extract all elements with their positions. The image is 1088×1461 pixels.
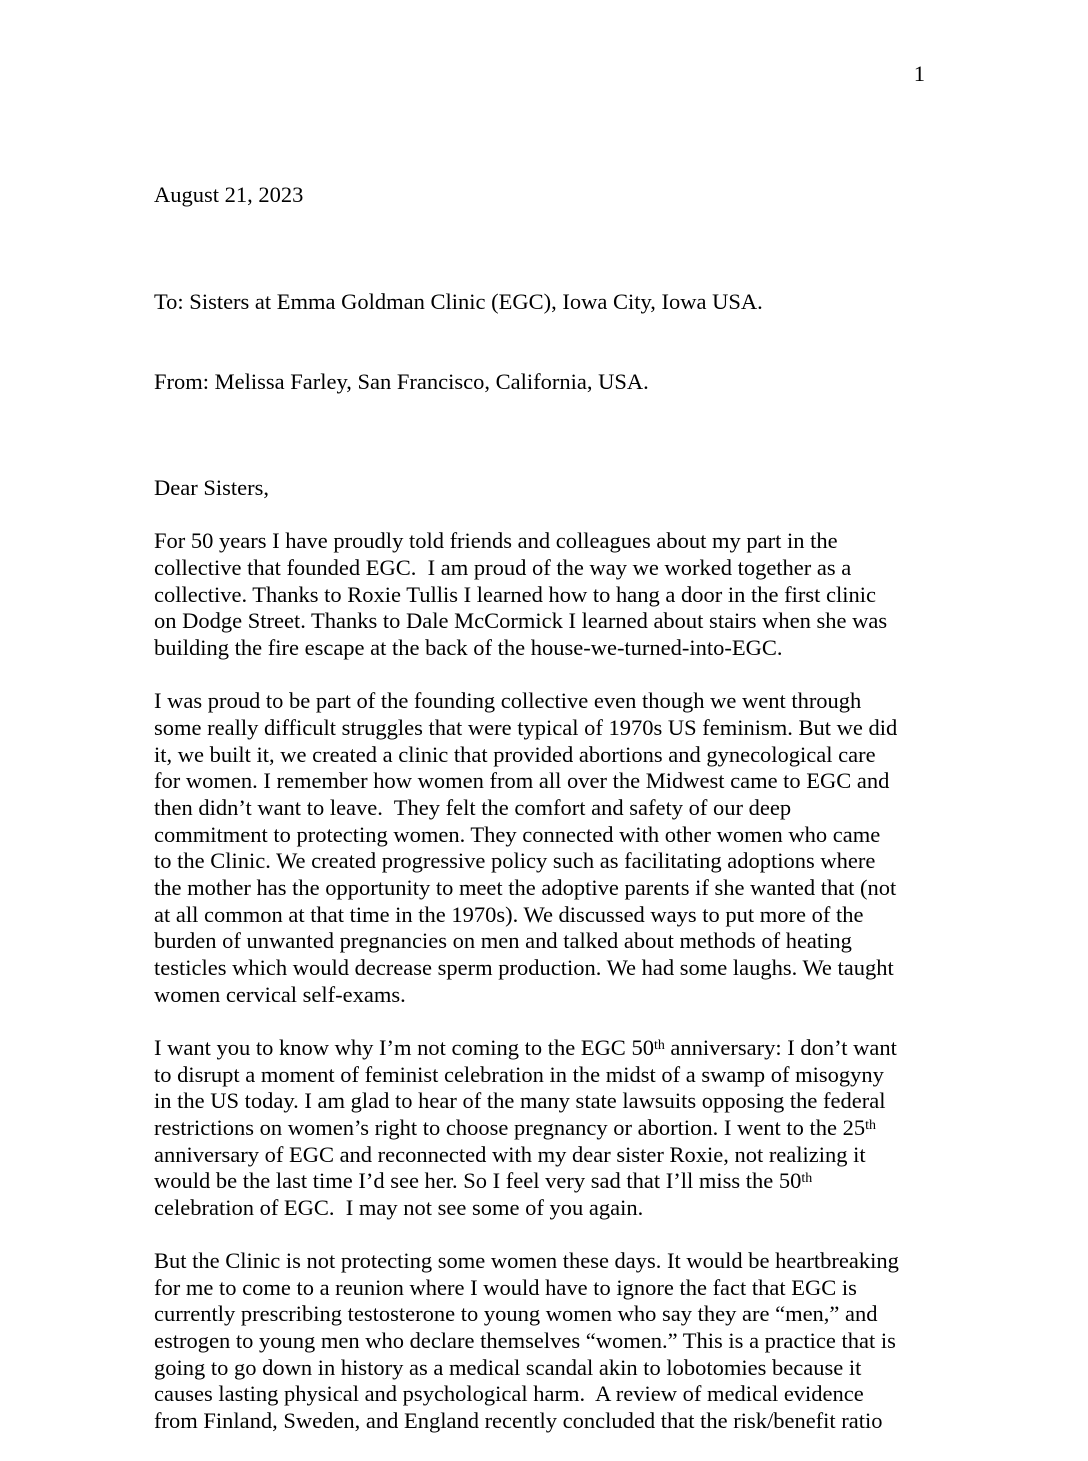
paragraph-line: celebration of EGC. I may not see some of you again. xyxy=(154,1194,644,1220)
paragraph-line: building the fire escape at the back of the house-we-turned-into-EGC. xyxy=(154,635,783,661)
letter-paragraph xyxy=(154,688,954,1008)
paragraph-line: But the Clinic is not protecting some women these days. It would be heartbreaking xyxy=(154,1248,899,1274)
date-line: August 21, 2023 xyxy=(154,182,304,207)
paragraph-line: currently prescribing testosterone to young women who say they are “men,” and xyxy=(154,1301,878,1327)
paragraph-line: in the US today. I am glad to hear of the many state lawsuits opposing the federal xyxy=(154,1088,886,1114)
paragraph-line: collective. Thanks to Roxie Tullis I learned how to hang a door in the first clinic xyxy=(154,581,876,607)
paragraph-line: causes lasting physical and psychological harm. A review of medical evidence xyxy=(154,1381,864,1407)
paragraph-line: on Dodge Street. Thanks to Dale McCormick I learned about stairs when she was xyxy=(154,608,888,634)
page-number: 1 xyxy=(913,61,925,86)
from-line: From: Melissa Farley, San Francisco, California, USA. xyxy=(154,368,649,394)
paragraph-line: anniversary of EGC and reconnected with my dear sister Roxie, not realizing it xyxy=(154,1141,866,1167)
paragraph-line: would be the last time I’d see her. So I feel very sad that I’ll miss the 50th xyxy=(154,1168,813,1194)
paragraph-line: estrogen to young men who declare themselves “women.” This is a practice that is xyxy=(154,1328,896,1354)
ordinal-superscript: th xyxy=(653,1037,665,1053)
letter-paragraph xyxy=(154,1248,954,1435)
paragraph-line: then didn’t want to leave. They felt the comfort and safety of our deep xyxy=(154,795,792,821)
paragraph-line: to the Clinic. We created progressive policy such as facilitating adoptions where xyxy=(154,848,876,874)
paragraph-line: I was proud to be part of the founding collective even though we went through xyxy=(154,688,862,714)
paragraph-line: for women. I remember how women from all over the Midwest came to EGC and xyxy=(154,768,890,794)
paragraph-line: testicles which would decrease sperm production. We had some laughs. We taught xyxy=(154,954,894,980)
paragraph-line: from Finland, Sweden, and England recently concluded that the risk/benefit ratio xyxy=(154,1408,883,1434)
paragraph-line: burden of unwanted pregnancies on men and talked about methods of heating xyxy=(154,928,852,954)
paragraph-line: going to go down in history as a medical scandal akin to lobotomies because it xyxy=(154,1354,862,1380)
paragraph-line: I want you to know why I’m not coming to the EGC 50th anniversary: I don’t want xyxy=(154,1034,897,1060)
letter-body xyxy=(154,182,954,1461)
paragraph-line: to disrupt a moment of feminist celebration in the midst of a swamp of misogyny xyxy=(154,1061,884,1087)
salutation: Dear Sisters, xyxy=(154,475,269,501)
paragraph-line: women cervical self-exams. xyxy=(154,981,406,1007)
letter-paragraph xyxy=(154,528,954,661)
letter-paragraph xyxy=(154,1035,954,1222)
paragraph-line: for me to come to a reunion where I would have to ignore the fact that EGC is xyxy=(154,1274,857,1300)
paragraph-line: For 50 years I have proudly told friends and colleagues about my part in the xyxy=(154,528,838,554)
paragraph-line: some really difficult struggles that were typical of 1970s US feminism. But we did xyxy=(154,715,898,741)
paragraph-line: the mother has the opportunity to meet the adoptive parents if she wanted that (not xyxy=(154,875,897,900)
ordinal-superscript: th xyxy=(801,1170,813,1186)
letter-paragraphs xyxy=(154,528,954,1434)
paragraph-line: at all common at that time in the 1970s). We discussed ways to put more of the xyxy=(154,901,864,927)
address-block xyxy=(154,235,954,448)
paragraph-line: collective that founded EGC. I am proud of the way we worked together as a xyxy=(154,555,852,581)
ordinal-superscript: th xyxy=(865,1117,876,1133)
paragraph-line: it, we built it, we created a clinic that provided abortions and gynecological care xyxy=(154,741,876,767)
paragraph-line: restrictions on women’s right to choose pregnancy or abortion. I went to the 25th xyxy=(154,1114,876,1140)
paragraph-line: commitment to protecting women. They connected with other women who came xyxy=(154,821,881,847)
to-line: To: Sisters at Emma Goldman Clinic (EGC), Iowa City, Iowa USA. xyxy=(154,288,763,314)
